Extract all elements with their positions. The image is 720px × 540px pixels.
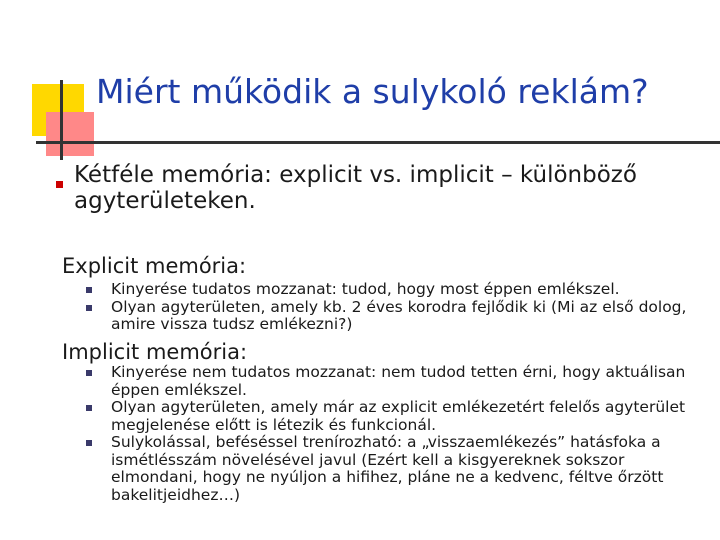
explicit-memory-list bbox=[84, 281, 712, 334]
square-bullet-icon bbox=[86, 440, 92, 446]
list-item-text: Kinyerése nem tudatos mozzanat: nem tudod tetten érni, hogy aktuálisan éppen emlékszel. bbox=[111, 363, 686, 399]
slide-title: Miért működik a sulykoló reklám? bbox=[96, 72, 649, 111]
square-bullet-icon bbox=[86, 287, 92, 293]
title-underline bbox=[36, 141, 720, 144]
square-bullet-icon bbox=[86, 405, 92, 411]
list-item-text: Kinyerése tudatos mozzanat: tudod, hogy most éppen emlékszel. bbox=[111, 280, 620, 298]
list-item bbox=[84, 434, 702, 504]
implicit-memory-list bbox=[84, 364, 702, 504]
list-item-text: Olyan agyterületen, amely már az explicit emlékezetért felelős agyterület megjelenése előtt is létezik és funkcionál. bbox=[111, 398, 686, 434]
list-item-text: Olyan agyterületen, amely kb. 2 éves korodra fejlődik ki (Mi az első dolog, amire vissza tudsz emlékezni?) bbox=[111, 297, 687, 333]
decorative-red-square bbox=[46, 112, 94, 156]
list-item bbox=[84, 399, 702, 434]
main-bullet-icon bbox=[56, 181, 63, 188]
main-bullet-text: Kétféle memória: explicit vs. implicit – különböző agyterületeken. bbox=[74, 162, 637, 214]
decorative-vertical-line bbox=[60, 80, 63, 160]
list-item bbox=[84, 364, 702, 399]
square-bullet-icon bbox=[86, 305, 92, 311]
implicit-memory-heading: Implicit memória: bbox=[62, 340, 248, 364]
explicit-memory-heading: Explicit memória: bbox=[62, 254, 247, 278]
list-item-text: Sulykolással, beféséssel trenírozható: a „visszaemlékezés” hatásfoka a ismétlésszám növelésével javul (Ezért kell a kisgyereknek sokszor elmondani, hogy ne nyúljon a hifihez, pláne ne a kedvenc, féltve őrzött bakelitjeidhez…) bbox=[111, 433, 664, 504]
square-bullet-icon bbox=[86, 370, 92, 376]
list-item bbox=[84, 281, 712, 299]
list-item bbox=[84, 299, 712, 334]
